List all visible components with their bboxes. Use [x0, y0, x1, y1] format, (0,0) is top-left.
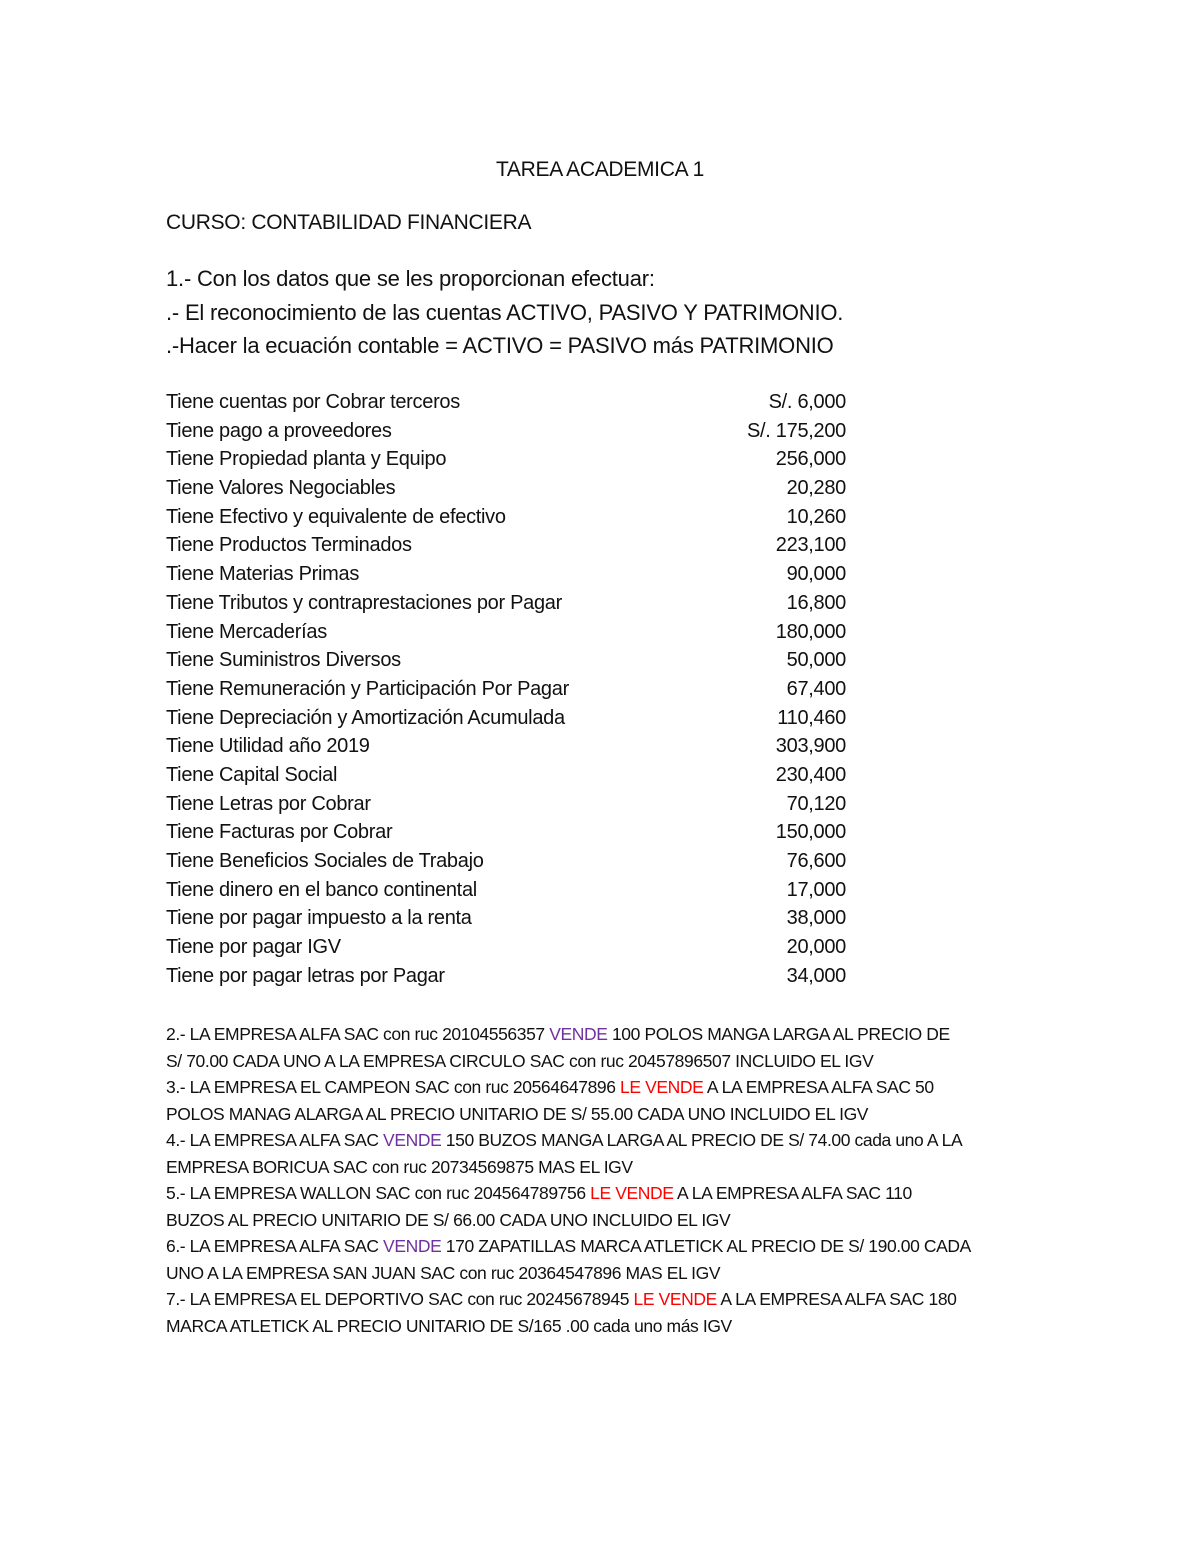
account-row: [166, 388, 846, 417]
transaction-line: [166, 1127, 971, 1154]
transaction-line: UNO A LA EMPRESA SAN JUAN SAC con ruc 20364547896 MAS EL IGV: [166, 1262, 721, 1283]
account-amount: 223,100: [775, 534, 846, 557]
accounts-list: [166, 388, 846, 990]
account-row: [166, 704, 846, 733]
transaction-text: 2.- LA EMPRESA ALFA SAC con ruc 20104556357: [166, 1024, 550, 1044]
transaction-item: [166, 1074, 971, 1127]
account-row: [166, 761, 846, 790]
account-row: [166, 904, 846, 933]
account-amount: 110,460: [777, 706, 846, 729]
account-label: Tiene Depreciación y Amortización Acumulada: [166, 706, 565, 729]
transaction-line: [166, 1233, 971, 1260]
transaction-item: [166, 1233, 971, 1286]
transaction-line: BUZOS AL PRECIO UNITARIO DE S/ 66.00 CADA UNO INCLUIDO EL IGV: [166, 1209, 731, 1230]
instruction-line: .-Hacer la ecuación contable = ACTIVO = PASIVO más PATRIMONIO: [166, 333, 834, 358]
account-label: Tiene Efectivo y equivalente de efectivo: [166, 505, 506, 528]
account-row: [166, 560, 846, 589]
transaction-text: A LA EMPRESA ALFA SAC 110: [673, 1183, 912, 1203]
transaction-line: EMPRESA BORICUA SAC con ruc 20734569875 MAS EL IGV: [166, 1156, 633, 1177]
account-label: Tiene Beneficios Sociales de Trabajo: [166, 850, 484, 872]
transaction-line: [166, 1074, 971, 1101]
account-label: Tiene Utilidad año 2019: [166, 735, 370, 758]
account-label: Tiene dinero en el banco continental: [166, 878, 477, 901]
account-label: Tiene Remuneración y Participación Por Pagar: [166, 677, 569, 700]
transaction-item: [166, 1180, 971, 1233]
transaction-text: 100 POLOS MANGA LARGA AL PRECIO DE: [607, 1024, 950, 1044]
account-amount: 90,000: [786, 563, 846, 586]
account-label: Tiene Mercaderías: [166, 620, 327, 643]
transaction-text: 150 BUZOS MANGA LARGA AL PRECIO DE S/ 74.00 cada uno A LA: [441, 1130, 963, 1150]
account-label: Tiene Suministros Diversos: [166, 649, 401, 672]
transaction-text: A LA EMPRESA ALFA SAC 50: [703, 1077, 934, 1097]
transaction-line: S/ 70.00 CADA UNO A LA EMPRESA CIRCULO SAC con ruc 20457896507 INCLUIDO EL IGV: [166, 1050, 874, 1071]
account-row: [166, 876, 846, 905]
document-title: TAREA ACADEMICA 1: [495, 158, 705, 181]
account-row: [166, 646, 846, 675]
transaction-item: [166, 1127, 971, 1180]
account-amount: 76,600: [786, 850, 846, 872]
account-amount: 34,000: [786, 964, 846, 987]
transaction-line: [166, 1180, 971, 1207]
account-amount: 256,000: [775, 448, 846, 471]
transaction-text: 170 ZAPATILLAS MARCA ATLETICK AL PRECIO DE S/ 190.00 CADA: [441, 1236, 971, 1256]
account-label: Tiene Productos Terminados: [166, 534, 412, 557]
account-row: [166, 675, 846, 704]
transaction-verb: LE VENDE: [590, 1183, 674, 1203]
transaction-verb: VENDE: [383, 1130, 442, 1150]
transaction-item: [166, 1021, 971, 1074]
account-amount: 38,000: [786, 907, 846, 930]
account-amount: S/. 175,200: [746, 419, 846, 442]
account-amount: S/. 6,000: [768, 391, 846, 413]
transaction-text: 4.- LA EMPRESA ALFA SAC: [166, 1130, 384, 1150]
account-label: Tiene Materias Primas: [166, 563, 360, 586]
account-label: Tiene por pagar impuesto a la renta: [166, 907, 472, 930]
account-amount: 50,000: [786, 649, 846, 672]
account-row: [166, 589, 846, 618]
account-label: Tiene Tributos y contraprestaciones por Pagar: [166, 591, 562, 614]
account-amount: 70,120: [786, 792, 846, 815]
account-row: [166, 445, 846, 474]
instruction-line: 1.- Con los datos que se les proporcionan efectuar:: [166, 266, 655, 291]
transaction-item: [166, 1286, 971, 1339]
course-heading: CURSO: CONTABILIDAD FINANCIERA: [166, 211, 532, 234]
account-label: Tiene por pagar letras por Pagar: [166, 964, 445, 987]
transaction-text: 3.- LA EMPRESA EL CAMPEON SAC con ruc 20564647896: [166, 1077, 621, 1097]
account-amount: 20,000: [786, 936, 846, 959]
transaction-text: 6.- LA EMPRESA ALFA SAC: [166, 1236, 384, 1256]
account-amount: 303,900: [775, 735, 846, 758]
account-row: [166, 503, 846, 532]
account-row: [166, 732, 846, 761]
account-label: Tiene pago a proveedores: [166, 419, 392, 442]
transaction-verb: VENDE: [549, 1024, 608, 1044]
account-row: [166, 474, 846, 503]
transaction-verb: VENDE: [383, 1236, 442, 1256]
account-label: Tiene Capital Social: [166, 763, 338, 786]
instruction-line: .- El reconocimiento de las cuentas ACTIVO, PASIVO Y PATRIMONIO.: [166, 299, 844, 325]
transaction-line: MARCA ATLETICK AL PRECIO UNITARIO DE S/165 .00 cada uno más IGV: [166, 1315, 732, 1336]
account-amount: 10,260: [786, 505, 846, 528]
account-row: [166, 962, 846, 991]
account-amount: 180,000: [775, 620, 846, 643]
account-row: [166, 531, 846, 560]
account-row: [166, 618, 846, 647]
account-amount: 20,280: [786, 477, 846, 500]
transaction-text: 5.- LA EMPRESA WALLON SAC con ruc 204564789756: [166, 1183, 591, 1203]
account-row: [166, 933, 846, 962]
account-amount: 230,400: [775, 763, 846, 786]
account-row: [166, 417, 846, 446]
account-label: Tiene Letras por Cobrar: [166, 792, 371, 815]
account-label: Tiene Facturas por Cobrar: [166, 821, 393, 844]
transaction-line: POLOS MANAG ALARGA AL PRECIO UNITARIO DE S/ 55.00 CADA UNO INCLUIDO EL IGV: [166, 1103, 869, 1124]
account-row: [166, 847, 846, 876]
account-amount: 67,400: [786, 677, 846, 700]
account-label: Tiene cuentas por Cobrar terceros: [166, 391, 460, 413]
transaction-verb: LE VENDE: [633, 1289, 717, 1309]
transaction-text: A LA EMPRESA ALFA SAC 180: [716, 1289, 957, 1309]
transaction-verb: LE VENDE: [620, 1077, 704, 1097]
account-row: [166, 818, 846, 847]
transaction-text: 7.- LA EMPRESA EL DEPORTIVO SAC con ruc 20245678945: [166, 1289, 634, 1309]
account-row: [166, 790, 846, 819]
transaction-line: [166, 1286, 971, 1313]
account-label: Tiene por pagar IGV: [166, 936, 341, 959]
account-amount: 17,000: [786, 878, 846, 901]
account-label: Tiene Valores Negociables: [166, 477, 396, 500]
account-amount: 16,800: [786, 591, 846, 614]
instructions: [166, 262, 843, 363]
transactions-list: [166, 1021, 971, 1339]
account-amount: 150,000: [775, 821, 846, 844]
account-label: Tiene Propiedad planta y Equipo: [166, 448, 447, 471]
transaction-line: [166, 1021, 971, 1048]
